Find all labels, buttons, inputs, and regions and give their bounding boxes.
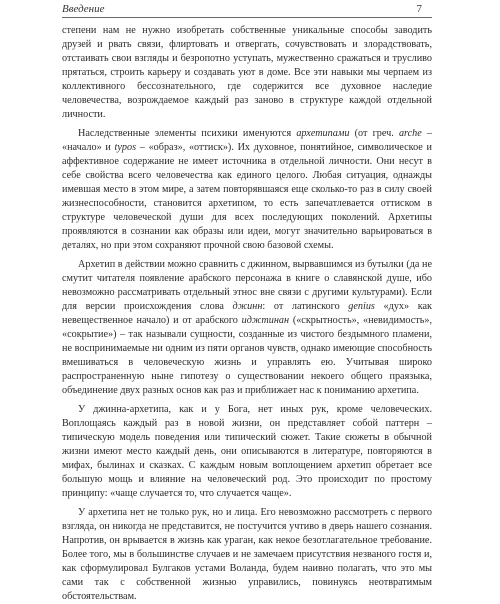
text-segment: Наследственные элементы психики именуются (78, 128, 297, 139)
paragraph (62, 506, 432, 604)
header-rule (62, 17, 432, 18)
italic-term: иджтинан (241, 315, 290, 326)
text-segment: «дух» как невещественное начало) и от арабского (62, 301, 432, 326)
section-title: Введение (62, 3, 105, 15)
body-text (62, 24, 432, 604)
paragraph (62, 127, 432, 253)
text-segment: («скрытность», «невидимость», «сокрытие») – так называли сущности, созданные из чистого бездымного пламени, не воспринимаемые ни одним из пяти органов чувств, однако имеющие способность вмешиваться в человеческую жизнь и управлять ею. Учитывая широко распространенную ныне гипотезу о существовании некоего общего праязыка, объединение двух разных основ как раз и приближает нас к пониманию архетипа. (62, 315, 433, 396)
text-segment: (от греч. (349, 128, 399, 139)
paragraph (62, 403, 432, 501)
italic-term: архетипами (296, 128, 350, 139)
text-segment: степени нам не нужно изобретать собственные уникальные способы заводить друзей и рвать связи, флиртовать и отвергать, сочувствовать и злорадствовать, отстаивать свои взгляды и безропотно уступать, мужественно сражаться и трусливо прятаться, строить карьеру и создавать уют в доме. Все эти навыки мы черпаем из коллективного бессознательного, где содержится все духовное наследие человечества, возрождаемое каждый раз заново в структуре каждой отдельной личности. (62, 25, 432, 120)
text-segment: – «образ», «оттиск»). Их духовное, понятийное, символическое и аффективное содержание не имеет источника в отдельной личности. Они несут в себе свойства всего человечества как единого целого. Любая ситуация, однажды имевшая место в этом мире, а затем повторявшаяся еще сколько-то раз в силу своей жизнеспособности, становится архетипом, то есть запечатлевается оттиском в структуре человеческой души для всех последующих поколений. Архетипы проявляются в сознании как образы или идеи, могут значительно варьироваться в деталях, но при этом сохраняют прочной свою базовой схемы. (62, 142, 432, 251)
text-segment: У архетипа нет не только рук, но и лица. Его невозможно рассмотреть с первого взгляда, он никогда не представится, не постучится учтиво в дверь нашего сознания. Напротив, он врывается в жизнь как ураган, как некое безотлагательное требование. Более того, мы в большинстве случаев и не замечаем присутствия незваного гостя и, как сформулировал Булгаков устами Воланда, будем наивно полагать, что это мы сами так с собственной жизнью управились, повинуясь неотвратимым обстоятельствам. (62, 507, 432, 602)
italic-term: джинн (232, 301, 263, 312)
italic-term: arche (398, 128, 422, 139)
text-segment: : от латинского (262, 301, 349, 312)
text-segment: – «начало» и (62, 128, 433, 153)
page-number: 7 (416, 3, 422, 15)
running-header (62, 3, 422, 17)
italic-term: typos (114, 142, 137, 153)
text-segment: Архетип в действии можно сравнить с джинном, вырвавшимся из бутылки (да не смутит читателя появление арабского персонажа в книге о славянской душе, ибо невозможно рассматривать отдельный этнос вне связи с другими культурами). Если для версии происхождения слова (62, 259, 432, 312)
paragraph (62, 258, 432, 398)
italic-term: genius (348, 301, 375, 312)
paragraph (62, 24, 432, 122)
text-segment: У джинна-архетипа, как и у Бога, нет иных рук, кроме человеческих. Воплощаясь каждый раз в новой жизни, он представляет собой паттерн – типическую модель поведения или типический сюжет. Такие сюжеты в обычной жизни имеют место каждый день, они описываются в литературе, повторяются в мифах, былинах и сказках. С каждым новым воплощением архетип обретает все большую мощь и влияние на человеческий род. Это происходит по простому принципу: «чаще случается то, что случается чаще». (62, 404, 432, 499)
